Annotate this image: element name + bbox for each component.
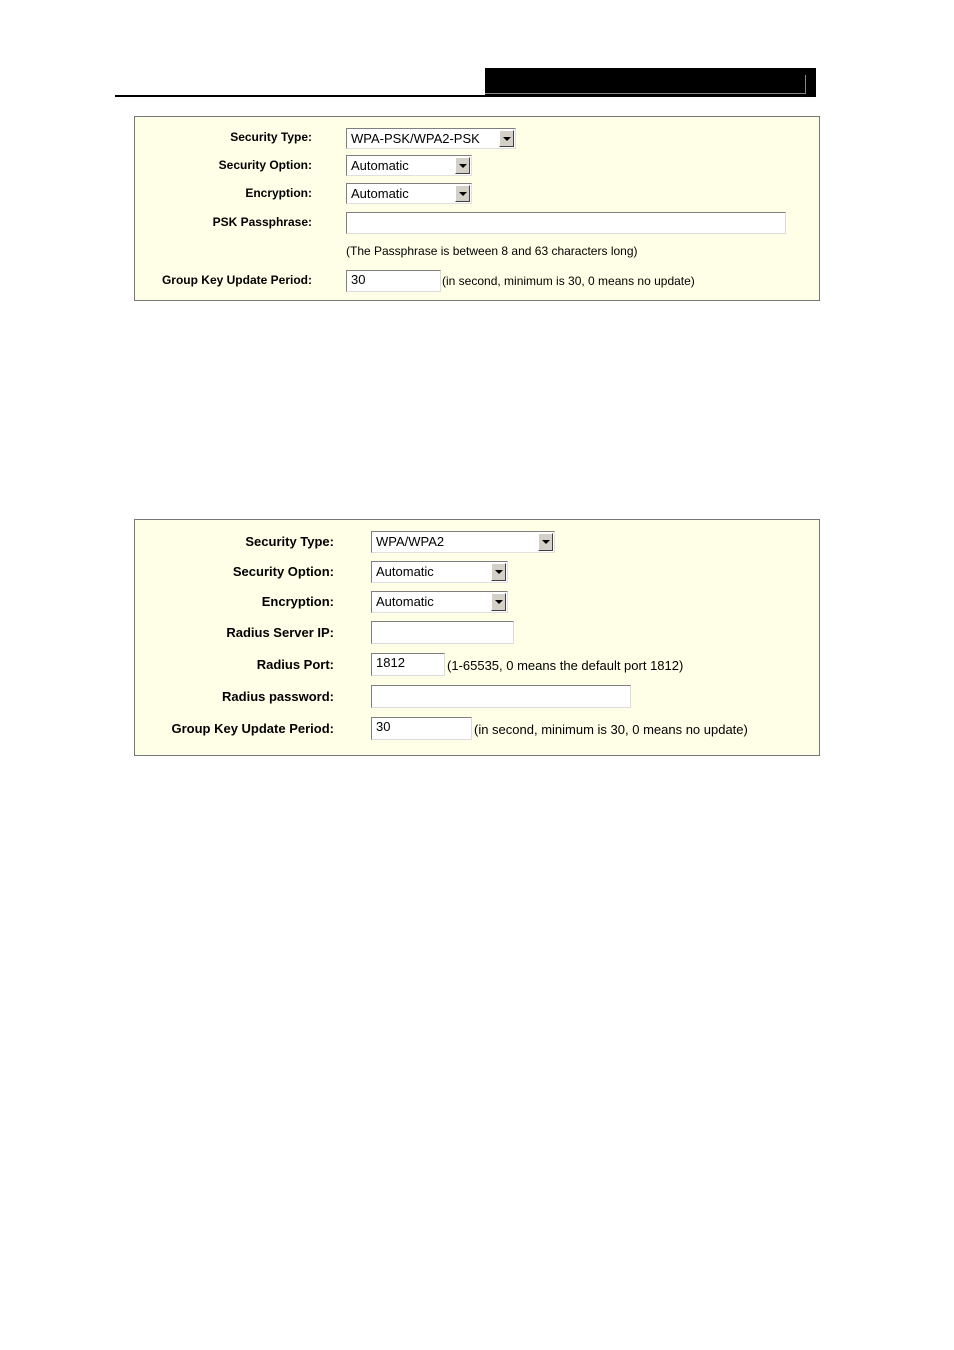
- security-option-value: Automatic: [351, 158, 409, 173]
- security-type-value: WPA/WPA2: [376, 534, 445, 549]
- security-type-label: Security Type:: [245, 534, 334, 549]
- security-option-label: Security Option:: [232, 564, 334, 579]
- group-key-label: Group Key Update Period:: [161, 273, 312, 287]
- psk-passphrase-hint: (The Passphrase is between 8 and 63 characters long): [346, 244, 638, 258]
- chevron-down-icon[interactable]: [491, 593, 506, 611]
- security-option-label: Security Option:: [218, 158, 312, 172]
- group-key-label: Group Key Update Period:: [171, 721, 334, 736]
- encryption-select[interactable]: [346, 183, 472, 204]
- group-key-input[interactable]: 30: [346, 270, 441, 292]
- security-type-value: WPA-PSK/WPA2-PSK: [351, 131, 480, 146]
- wpa-settings-panel: [134, 519, 820, 756]
- group-key-hint: (in second, minimum is 30, 0 means no update): [442, 274, 695, 288]
- chevron-down-icon[interactable]: [491, 563, 506, 581]
- encryption-select[interactable]: [371, 591, 508, 613]
- encryption-value: Automatic: [376, 594, 434, 609]
- radius-port-input[interactable]: 1812: [371, 653, 445, 676]
- encryption-label: Encryption:: [245, 186, 312, 200]
- security-option-value: Automatic: [376, 564, 434, 579]
- chevron-down-icon[interactable]: [499, 130, 514, 147]
- radius-port-label: Radius Port:: [256, 657, 334, 672]
- group-key-hint: (in second, minimum is 30, 0 means no update): [474, 722, 748, 737]
- psk-passphrase-label: PSK Passphrase:: [212, 215, 312, 229]
- chevron-down-icon[interactable]: [455, 185, 470, 202]
- encryption-value: Automatic: [351, 186, 409, 201]
- psk-settings-panel: [134, 116, 820, 301]
- radius-port-hint: (1-65535, 0 means the default port 1812): [447, 658, 684, 673]
- security-option-select[interactable]: [371, 561, 508, 583]
- security-type-select[interactable]: [346, 128, 516, 149]
- security-option-select[interactable]: [346, 155, 472, 176]
- radius-password-input[interactable]: [371, 685, 631, 708]
- chevron-down-icon[interactable]: [538, 533, 553, 551]
- radius-server-ip-input[interactable]: [371, 621, 514, 644]
- security-type-label: Security Type:: [230, 130, 312, 144]
- radius-password-label: Radius password:: [222, 689, 334, 704]
- security-type-select[interactable]: [371, 531, 555, 553]
- radius-server-ip-label: Radius Server IP:: [226, 625, 334, 640]
- chevron-down-icon[interactable]: [455, 157, 470, 174]
- encryption-label: Encryption:: [261, 594, 334, 609]
- header-bar: [485, 68, 816, 97]
- group-key-input[interactable]: 30: [371, 717, 472, 740]
- psk-passphrase-input[interactable]: [346, 212, 786, 234]
